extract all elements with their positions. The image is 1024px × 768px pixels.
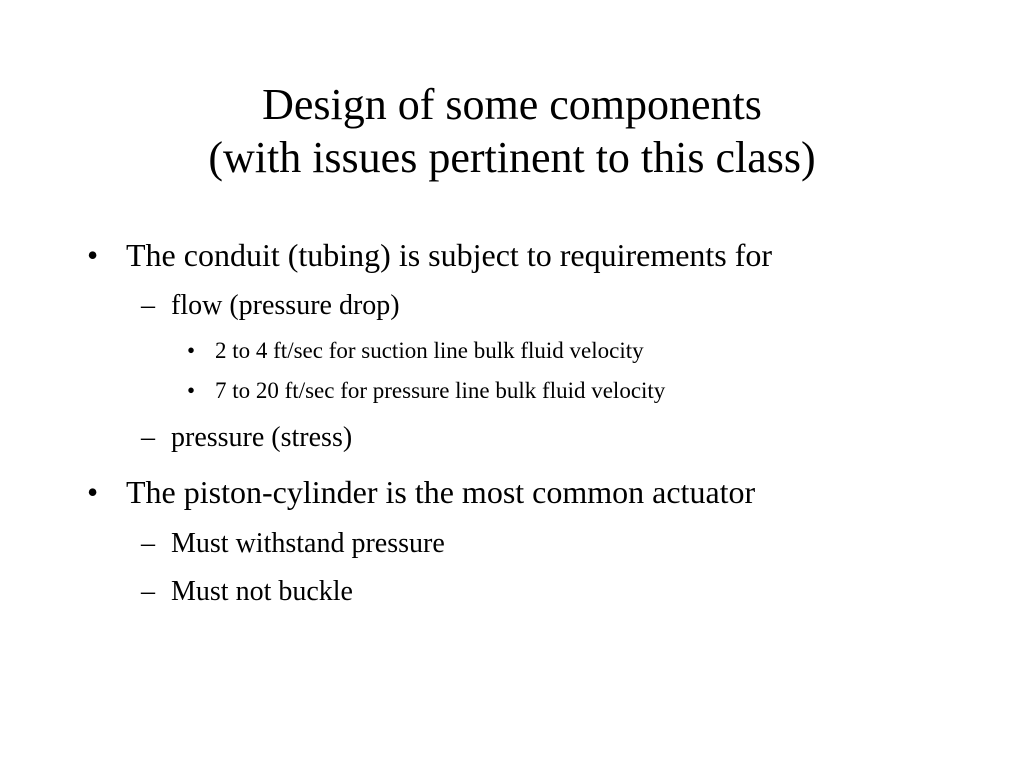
title-line-2: (with issues pertinent to this class) bbox=[208, 133, 816, 182]
subbullet-text: flow (pressure drop) bbox=[171, 290, 400, 321]
bullet-text: The piston-cylinder is the most common actuator bbox=[126, 474, 756, 510]
subbullet-text: pressure (stress) bbox=[171, 422, 353, 453]
bullet-marker: • bbox=[87, 474, 99, 510]
subsubbullet-text: 2 to 4 ft/sec for suction line bulk fluid velocity bbox=[215, 338, 644, 363]
dash-marker: – bbox=[141, 576, 155, 607]
bullet-marker: • bbox=[187, 378, 196, 403]
bullet-marker: • bbox=[87, 237, 99, 273]
title-line-1: Design of some components bbox=[262, 80, 762, 129]
dash-marker: – bbox=[141, 528, 155, 559]
bullet-marker: • bbox=[187, 338, 196, 363]
subsubbullet-text: 7 to 20 ft/sec for pressure line bulk fluid velocity bbox=[215, 378, 666, 403]
subbullet-text: Must withstand pressure bbox=[171, 528, 445, 559]
bullet-text: The conduit (tubing) is subject to requirements for bbox=[126, 237, 773, 273]
dash-marker: – bbox=[141, 290, 155, 321]
subbullet-text: Must not buckle bbox=[171, 576, 353, 607]
slide-title bbox=[0, 78, 1024, 184]
dash-marker: – bbox=[141, 422, 155, 453]
